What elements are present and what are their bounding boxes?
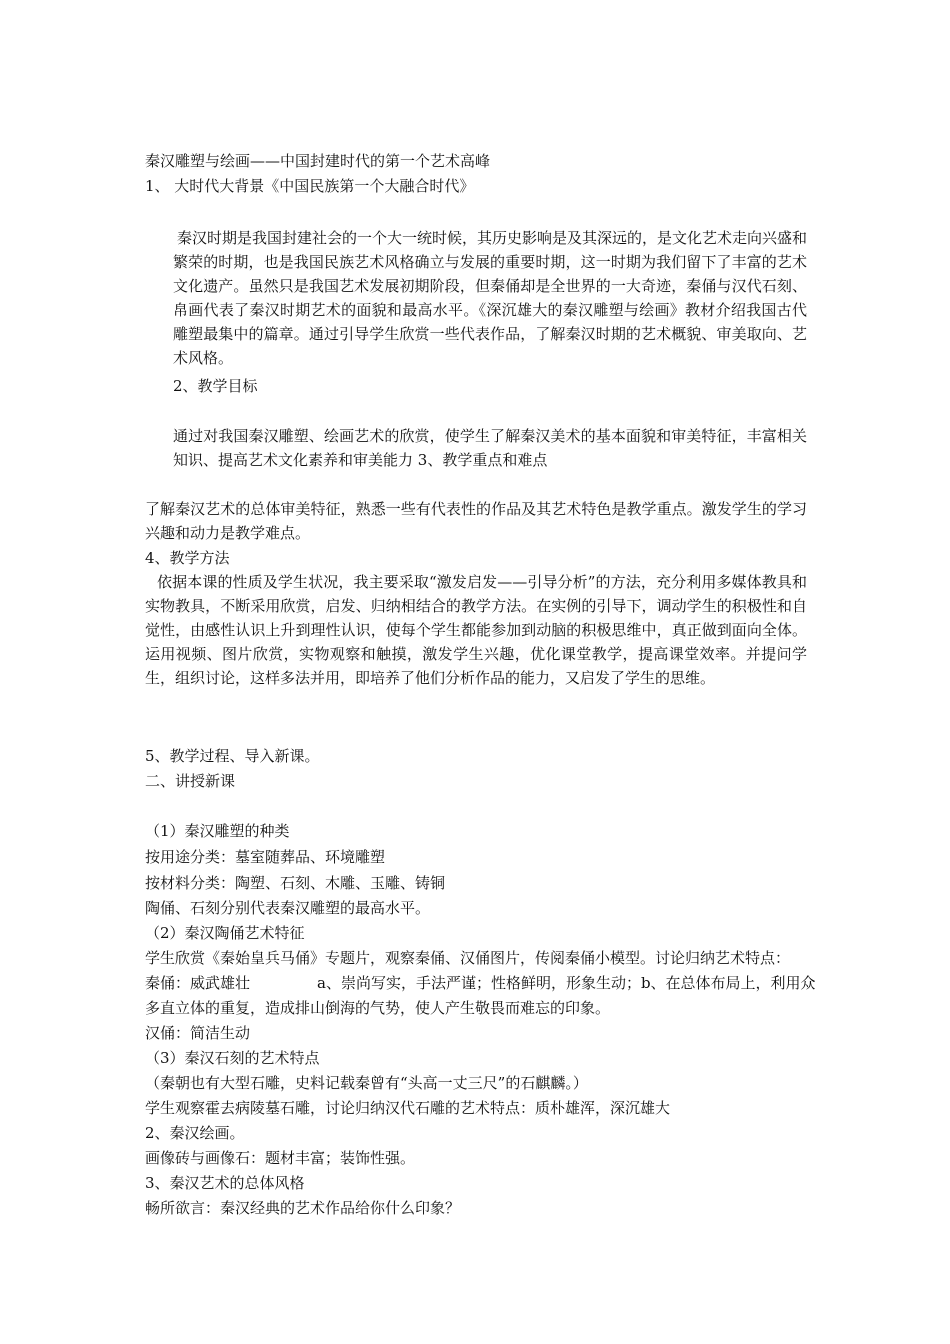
method-paragraph: 依据本课的性质及学生状况，我主要采取“激发启发——引导分析”的方法，充分利用多媒体教具和实物教具，不断采用欣赏，启发、归纳相结合的教学方法。在实例的引导下，调动学生的积极性和自觉性，由感性认识上升到理性认识，使每个学生都能参加到动脑的积极思维中，真正做到面向全体。运用视频、图片欣赏，实物观察和触摸，激发学生兴趣，优化课堂教学，提高课堂效率。并提问学生，组织讨论，这样多法并用，即培养了他们分析作品的能力，又启发了学生的思维。 bbox=[145, 573, 807, 687]
intro-paragraph: 秦汉时期是我国封建社会的一个大一统时候，其历史影响是及其深远的，是文化艺术走向兴盛和繁荣的时期，也是我国民族艺术风格确立与发展的重要时期，这一时期为我们留下了丰富的艺术文化遗产。虽然只是我国艺术发展初期阶段，但秦俑却是全世界的一大奇迹，秦俑与汉代石刻、帛画代表了秦汉时期艺术的面貌和最高水平。《深沉雄大的秦汉雕塑与绘画》教材介绍我国古代雕塑最集中的篇章。通过引导学生欣赏一些代表作品，了解秦汉时期的艺术概貌、审美取向、艺术风格。 bbox=[173, 229, 808, 367]
text-highest-level: 陶俑、石刻分别代表秦汉雕塑的最高水平。 bbox=[145, 899, 431, 917]
text-appreciate: 学生欣赏《秦始皇兵马俑》专题片，观察秦俑、汉俑图片，传阅秦俑小模型。讨论归纳艺术特点： bbox=[145, 949, 791, 967]
section-heading-background: 1、 大时代大背景《中国民族第一个大融合时代》 bbox=[145, 177, 475, 195]
text-by-material: 按材料分类：陶塑、石刻、木雕、玉雕、铸铜 bbox=[145, 874, 446, 892]
qin-label: 秦俑：威武雄壮 bbox=[145, 974, 251, 992]
key-points-paragraph: 了解秦汉艺术的总体审美特征，熟悉一些有代表性的作品及其艺术特色是教学重点。激发学生的学习兴趣和动力是教学难点。 bbox=[145, 500, 807, 542]
heading-painting: 2、秦汉绘画。 bbox=[145, 1124, 245, 1142]
part-heading-new-lesson: 二、讲授新课 bbox=[145, 772, 236, 790]
goals-paragraph: 通过对我国秦汉雕塑、绘画艺术的欣赏，使学生了解秦汉美术的基本面貌和审美特征，丰富相关知识、提高艺术文化素养和审美能力 3、教学重点和难点 bbox=[173, 427, 807, 469]
text-question: 畅所欲言：秦汉经典的艺术作品给你什么印象？ bbox=[145, 1199, 461, 1217]
text-brick-stone: 画像砖与画像石：题材丰富；装饰性强。 bbox=[145, 1149, 416, 1167]
text-qin-stone: （秦朝也有大型石雕，史料记载秦曾有“头高一丈三尺”的石麒麟。） bbox=[145, 1074, 588, 1092]
subheading-figurine-features: （2）秦汉陶俑艺术特征 bbox=[145, 924, 305, 942]
document-title: 秦汉雕塑与绘画——中国封建时代的第一个艺术高峰 bbox=[145, 152, 491, 170]
section-heading-process: 5、教学过程、导入新课。 bbox=[145, 747, 320, 765]
subheading-stone-carving: （3）秦汉石刻的艺术特点 bbox=[145, 1049, 320, 1067]
section-heading-goals: 2、教学目标 bbox=[173, 377, 258, 395]
text-huo-qubing: 学生观察霍去病陵墓石雕，讨论归纳汉代石雕的艺术特点：质朴雄浑，深沉雄大 bbox=[145, 1099, 671, 1117]
text-han-figurines: 汉俑：简洁生动 bbox=[145, 1024, 251, 1042]
text-by-use: 按用途分类：墓室随葬品、环境雕塑 bbox=[145, 848, 386, 866]
qin-description-a: a、崇尚写实，手法严谨；性格鲜明，形象生动；b、在总体布局上，利用众 bbox=[317, 974, 816, 992]
text-qin-figurines-cont: 多直立体的重复，造成排山倒海的气势，使人产生敬畏而难忘的印象。 bbox=[145, 999, 611, 1017]
text-qin-figurines bbox=[145, 971, 816, 995]
section-heading-method: 4、教学方法 bbox=[145, 549, 230, 567]
heading-overall-style: 3、秦汉艺术的总体风格 bbox=[145, 1174, 305, 1192]
subheading-sculpture-types: （1）秦汉雕塑的种类 bbox=[145, 822, 290, 840]
